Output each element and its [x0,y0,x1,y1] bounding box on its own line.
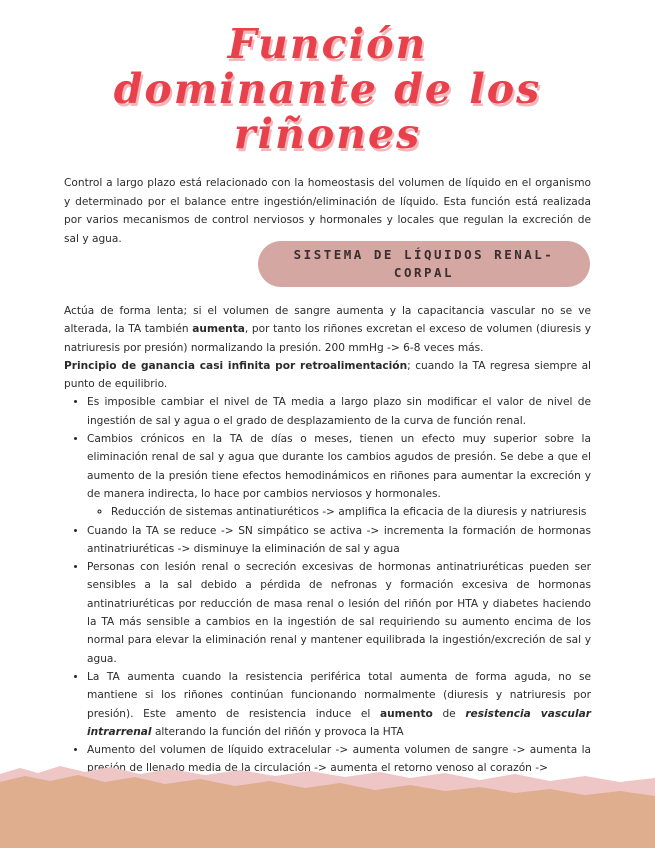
list-item-text: La TA aumenta cuando la resistencia periférica total aumenta de forma aguda, no se mantiene si los riñones continúan funcionando normalmente (diuresis y natriuresis por presión). Este amento de resistencia induce el [87,670,591,720]
intro-paragraph: Control a largo plazo está relacionado con la homeostasis del volumen de líquido en el organismo y determinado por el balance entre ingestión/eliminación de líquido. Esta función está realizada por varios mecanismos de control nerviosos y hormonales y locales que regulan la excreción de sal y agua. [64,177,591,245]
list-item: • Personas con lesión renal o secreción excesivas de hormonas antinatriuréticas pueden ser sensibles a la sal debido a pérdida de nefronas y formación excesiva de hormonas antinatriuréticas por reducción de masa renal o lesión del riñón por HTA y diabetes haciendo la TA más sensible a cambios en la ingestión de sal requiriendo su aumento encima de los normal para elevar la eliminación renal y mantener equilibrada la ingestión/excreción de sal y agua. [87,558,591,668]
paragraph-infinite-gain [64,357,591,394]
bullet-list [64,393,591,777]
bold-term: Principio de ganancia casi infinita por retroalimentación [64,359,408,372]
list-item: • Aumento del volumen de líquido extracelular -> aumenta volumen de sangre -> aumenta la presión de llenado media de la circulación -> aumenta el retorno venoso al corazón -> [87,741,591,778]
paragraph-text: , por tanto los riñones excretan el exceso de volumen (diuresis y natriuresis por presión) normalizando la presión. 200 mmHg -> 6-8 veces más. [64,323,591,354]
page-title [0,22,655,157]
list-item: • Es imposible cambiar el nivel de TA media a largo plazo sin modificar el valor de nivel de ingestión de sal y agua o el grado de desplazamiento de la curva de función renal. [87,393,591,430]
torn-paper-decoration [0,760,655,848]
bold-term: aumenta [192,323,245,336]
list-item-text: Cambios crónicos en la TA de días o meses, tienen un efecto muy superior sobre la eliminación renal de sal y agua que durante los cambios agudos de presión. Se debe a que el aumento de la presión tiene efectos hemodinámicos en riñones para aumentar la excreción y de manera indirecta, lo hace por cambios nerviosos y hormonales. [87,433,591,500]
list-item-text: alterando la función del riñón y provoca la HTA [151,725,404,738]
list-item [87,430,591,521]
title-line-3: riñones [233,110,422,158]
sub-list-item: ◦ Reducción de sistemas antinatiuréticos -> amplifica la eficacia de la diuresis y natriuresis [111,503,591,521]
document-body [64,302,591,778]
paragraph-text: ; cuando la TA regresa siempre al punto de equilibrio. [64,359,591,391]
section-heading: SISTEMA DE LÍQUIDOS RENAL-CORPAL [293,247,555,280]
bold-term: aumento [379,707,433,720]
title-line-1: Función [227,20,428,68]
paragraph-text: Actúa de forma lenta; si el volumen de sangre aumenta y la capacitancia vascular no se ve alterada, la TA también [64,305,591,336]
list-item [87,668,591,741]
list-item: • Cuando la TA se reduce -> SN simpático se activa -> incrementa la formación de hormonas antinatriuréticas -> disminuye la eliminación de sal y agua [87,522,591,559]
bold-term: resistencia vascular intrarrenal [87,707,591,738]
sub-bullet-list [87,503,591,521]
title-line-2: dominante de los [113,65,542,113]
list-item-text: de [432,707,466,720]
section-heading-pill [258,241,590,287]
paragraph-slow-action [64,302,591,357]
